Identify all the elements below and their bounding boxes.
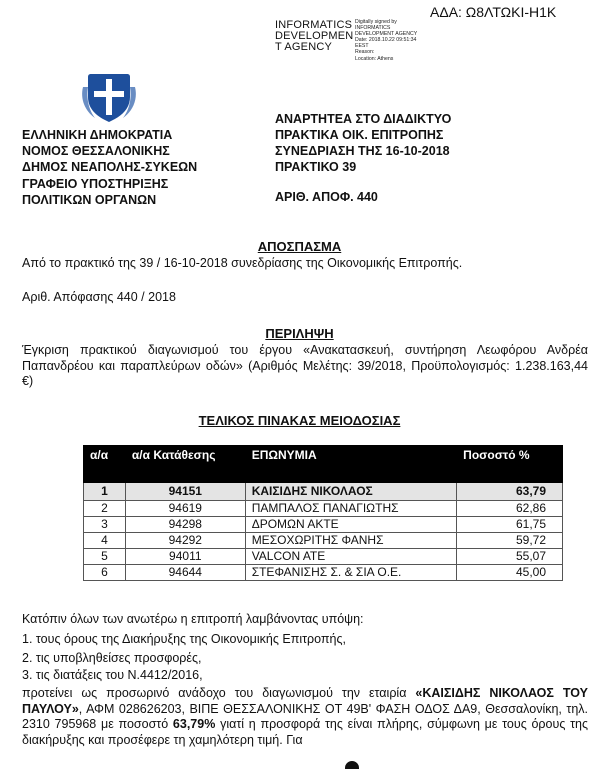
table-cell: 62,86 [457, 501, 563, 517]
table-row [84, 565, 563, 581]
considerations-intro: Κατόπιν όλων των ανωτέρω η επιτροπή λαμβάνοντας υπόψη: [22, 612, 364, 626]
issuer-line: ΠΟΛΙΤΙΚΩΝ ΟΡΓΑΝΩΝ [22, 192, 157, 207]
signature-detail: DEVELOPMENT AGENCY [355, 31, 418, 38]
minutes-label: ΠΡΑΚΤΙΚΑ ΟΙΚ. ΕΠΙΤΡΟΠΗΣ [275, 128, 444, 142]
signature-org-line: T AGENCY [275, 41, 333, 53]
consideration-item: 2. τις υποβληθείσες προσφορές, [22, 651, 202, 665]
issuer-line: ΕΛΛΗΝΙΚΗ ΔΗΜΟΚΡΑΤΙΑ [22, 128, 173, 142]
table-cell: ΣΤΕΦΑΝΙΣΗΣ Σ. & ΣΙΑ Ο.Ε. [245, 565, 456, 581]
minutes-number: ΠΡΑΚΤΙΚΟ 39 [275, 160, 357, 174]
table-cell: 3 [84, 517, 126, 533]
table-cell: 4 [84, 533, 126, 549]
table-cell: 94298 [125, 517, 245, 533]
table-row [84, 501, 563, 517]
signature-organization [275, 20, 353, 53]
table-cell: ΜΕΣΟΧΩΡΙΤΗΣ ΦΑΝΗΣ [245, 533, 456, 549]
signature-detail: INFORMATICS [355, 25, 391, 32]
winning-percentage: 63,79% [172, 717, 216, 731]
excerpt-text: Από το πρακτικό της 39 / 16-10-2018 συνεδρίασης της Οικονομικής Επιτροπής. [22, 256, 463, 270]
issuer-block [22, 127, 197, 208]
ada-code: ΑΔΑ: Ω8ΛΤΩΚΙ-Η1Κ [430, 4, 557, 20]
table-title: ΤΕΛΙΚΟΣ ΠΙΝΑΚΑΣ ΜΕΙΟΔΟΣΙΑΣ [198, 413, 401, 428]
table-cell: 94619 [125, 501, 245, 517]
signature-detail: Reason: [355, 49, 375, 56]
bids-table [83, 445, 563, 581]
summary-title: ΠΕΡΙΛΗΨΗ [265, 326, 334, 341]
table-cell: ΔΡΟΜΩΝ ΑΚΤΕ [245, 517, 456, 533]
column-header: Ποσοστό % [457, 446, 563, 483]
consideration-item: 1. τους όρους της Διακήρυξης της Οικονομικής Επιτροπής, [22, 632, 346, 646]
excerpt-title: ΑΠΟΣΠΑΣΜΑ [257, 239, 342, 254]
signature-detail: EEST [355, 43, 369, 50]
table-cell: 55,07 [457, 549, 563, 565]
session-block [275, 111, 451, 205]
table-header-row [84, 446, 563, 483]
table-cell: 45,00 [457, 565, 563, 581]
issuer-line: ΔΗΜΟΣ ΝΕΑΠΟΛΗΣ-ΣΥΚΕΩΝ [22, 160, 198, 175]
proposal-text: γιατί η προσφορά της είναι πλήρης, σύμφωνη με τους όρους της διακήρυξης και προσέφερε τη χαμηλότερη τιμή. Για [22, 717, 589, 747]
table-cell: 1 [84, 483, 126, 501]
publish-notice: ΑΝΑΡΤΗΤΕΑ ΣΤΟ ΔΙΑΔΙΚΤΥΟ [275, 112, 452, 126]
table-cell: ΚΑΙΣΙΔΗΣ ΝΙΚΟΛΑΟΣ [245, 483, 456, 501]
signature-org-line: INFORMATICS [275, 19, 353, 31]
greek-emblem-icon [80, 67, 138, 125]
signature-detail: Date: 2018.10.22 09:51:34 [355, 37, 417, 44]
column-header: ΕΠΩΝΥΜΙΑ [245, 446, 456, 483]
decision-ref: ΑΡΙΘ. ΑΠΟΦ. 440 [275, 190, 378, 204]
table-row [84, 483, 563, 501]
consideration-item: 3. τις διατάξεις του Ν.4412/2016, [22, 668, 203, 682]
table-cell: 2 [84, 501, 126, 517]
table-cell: 63,79 [457, 483, 563, 501]
table-cell: 59,72 [457, 533, 563, 549]
issuer-line: ΓΡΑΦΕΙΟ ΥΠΟΣΤΗΡΙΞΗΣ [22, 176, 169, 191]
signature-detail: Location: Athens [355, 55, 394, 62]
table-cell: 94151 [125, 483, 245, 501]
table-row [84, 549, 563, 565]
table-cell: 94644 [125, 565, 245, 581]
table-row [84, 533, 563, 549]
table-cell: ΠΑΜΠΑΛΟΣ ΠΑΝΑΓΙΩΤΗΣ [245, 501, 456, 517]
column-header: α/α Κατάθεσης [125, 446, 245, 483]
proposal-paragraph [22, 686, 588, 748]
proposal-text: προτείνει ως προσωρινό ανάδοχο του διαγωνισμού την εταιρία [22, 686, 416, 700]
table-row [84, 517, 563, 533]
contractor-name: «ΚΑΙΣΙΔΗΣ ΝΙΚΟΛΑΟΣ ΤΟΥ ΠΑΥΛΟΥ» [22, 686, 588, 716]
issuer-line: ΝΟΜΟΣ ΘΕΣΣΑΛΟΝΙΚΗΣ [22, 144, 170, 159]
summary-text: Έγκριση πρακτικού διαγωνισμού του έργου «Ανακατασκευή, συντήρηση Λεωφόρου Ανδρέα Παπανδρέου και παραπλεύρων οδών» (Αριθμός Μελέτης: 39/2018, Προϋπολογισμός: 1.238.163,44 €) [22, 343, 588, 388]
column-header: α/α [84, 446, 126, 483]
proposal-text: , ΑΦΜ 028626203, ΒΙΠΕ ΘΕΣΣΑΛΟΝΙΚΗΣ ΟΤ 49Β' ΦΑΣΗ ΟΔΟΣ ΔΑ9, Θεσσαλονίκη, τηλ. 2310 795968 με ποσοστό [22, 701, 588, 731]
signature-org-line: DEVELOPMEN [275, 30, 354, 42]
table-cell: VALCON ATE [245, 549, 456, 565]
table-cell: 94011 [125, 549, 245, 565]
session-date: ΣΥΝΕΔΡΙΑΣΗ ΤΗΣ 16-10-2018 [275, 144, 450, 158]
table-cell: 94292 [125, 533, 245, 549]
table-cell: 5 [84, 549, 126, 565]
table-cell: 61,75 [457, 517, 563, 533]
decision-number: Αριθ. Απόφασης 440 / 2018 [22, 290, 176, 304]
table-cell: 6 [84, 565, 126, 581]
page-mark [345, 761, 359, 769]
signature-details [355, 19, 445, 62]
signature-detail: Digitally signed by [355, 19, 397, 25]
